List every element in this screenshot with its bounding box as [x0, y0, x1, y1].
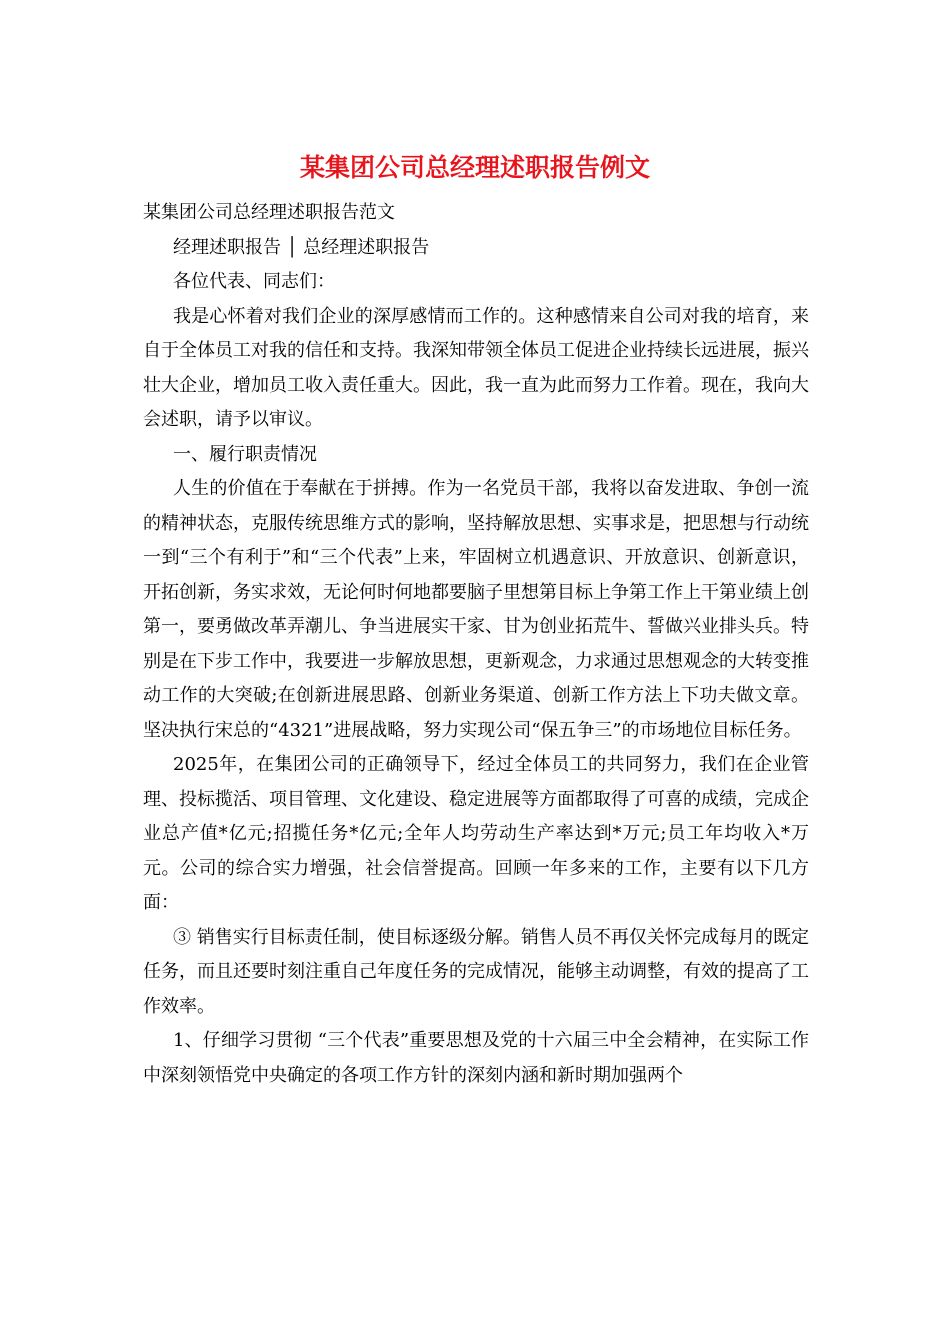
tags-line: 经理述职报告 │ 总经理述职报告 [173, 236, 430, 258]
document-body [143, 196, 809, 1093]
paragraph: ③ 销售实行目标责任制，使目标逐级分解。销售人员不再仅关怀完成每月的既定任务，而且还要时刻注重自己年度任务的完成情况，能够主动调整，有效的提高了工作效率。 [143, 926, 809, 1017]
paragraph: 1、仔细学习贯彻 “三个代表”重要思想及党的十六届三中全会精神，在实际工作中深刻领悟党中央确定的各项工作方针的深刻内涵和新时期加强两个 [143, 1030, 809, 1086]
document-subtitle: 某集团公司总经理述职报告范文 [143, 202, 395, 223]
section-heading: 一、履行职责情况 [173, 443, 317, 465]
document-title: 某集团公司总经理述职报告例文 [299, 153, 650, 182]
paragraph: 我是心怀着对我们企业的深厚感情而工作的。这种感情来自公司对我的培育，来自于全体员工对我的信任和支持。我深知带领全体员工促进企业持续长远进展，振兴壮大企业，增加员工收入责任重大。因此，我一直为此而努力工作着。现在，我向大会述职，请予以审议。 [143, 305, 809, 430]
paragraph: 2025年，在集团公司的正确领导下，经过全体员工的共同努力，我们在企业管理、投标揽活、项目管理、文化建设、稳定进展等方面都取得了可喜的成绩，完成企业总产值*亿元;招揽任务*亿元;全年人均劳动生产率达到*万元;员工年均收入*万元。公司的综合实力增强，社会信誉提高。回顾一年多来的工作，主要有以下几方面： [143, 754, 809, 913]
paragraph: 人生的价值在于奉献在于拼搏。作为一名党员干部，我将以奋发进取、争创一流的精神状态，克服传统思维方式的影响，坚持解放思想、实事求是，把思想与行动统一到“三个有利于”和“三个代表”上来，牢固树立机遇意识、开放意识、创新意识，开拓创新，务实求效，无论何时何地都要脑子里想第目标上争第工作上干第业绩上创第一，要勇做改革弄潮儿、争当进展实干家、甘为创业拓荒牛、誓做兴业排头兵。特别是在下步工作中，我要进一步解放思想，更新观念，力求通过思想观念的大转变推动工作的大突破;在创新进展思路、创新业务渠道、创新工作方法上下功夫做文章。坚决执行宋总的“4321”进展战略，努力实现公司“保五争三”的市场地位目标任务。 [143, 478, 809, 741]
greeting: 各位代表、同志们： [173, 271, 335, 292]
